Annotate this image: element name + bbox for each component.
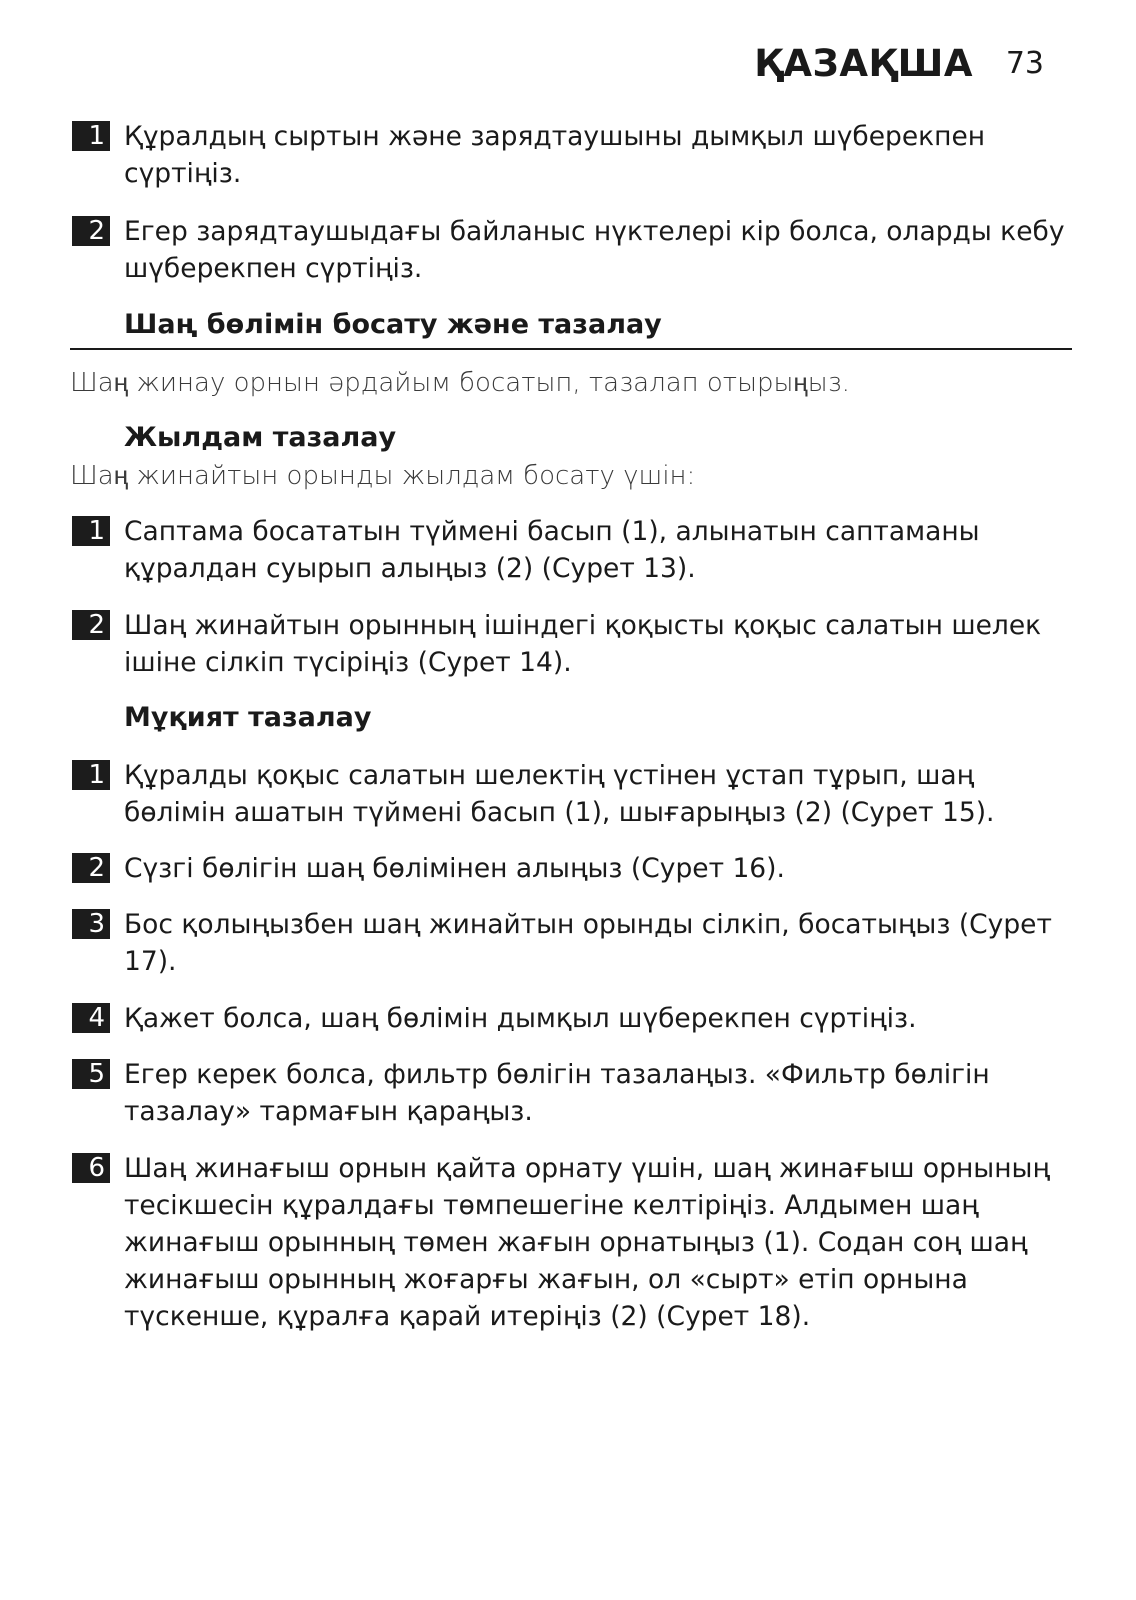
step-text: Сүзгі бөлігін шаң бөлімінен алыңыз (Сурет 16). [124, 853, 785, 884]
step-number: 5 [72, 1059, 110, 1089]
section-heading: Шаң бөлімін босату және тазалау [124, 309, 662, 340]
list-item [72, 513, 1070, 587]
list-item [72, 1000, 1070, 1037]
step-number: 1 [72, 516, 110, 546]
language-title: ҚАЗАҚША [754, 42, 973, 85]
step-text: Құралды қоқыс салатын шелектің үстінен ұстап тұрып, шаң бөлімін ашатын түймені басып (1), шығарыңыз (2) (Сурет 15). [124, 760, 995, 828]
page-number: 73 [1005, 46, 1044, 81]
step-number: 2 [72, 853, 110, 883]
list-item [72, 213, 1070, 287]
list-item [72, 1056, 1070, 1130]
step-text: Шаң жинағыш орнын қайта орнату үшін, шаң жинағыш орнының тесікшесін құралдағы төмпешегіне келтіріңіз. Алдымен шаң жинағыш орынның төмен жағын орнатыңыз (1). Содан соң шаң жинағыш орынның жоғарғы жағын, ол «сырт» етіп орнына түскенше, құралға қарай итеріңіз (2) (Сурет 18). [124, 1153, 1050, 1332]
list-item [72, 1150, 1070, 1335]
list-item [72, 607, 1070, 681]
step-number: 1 [72, 760, 110, 790]
list-item [72, 118, 1070, 192]
step-number: 6 [72, 1153, 110, 1183]
step-text: Бос қолыңызбен шаң жинайтын орынды сілкіп, босатыңыз (Сурет 17). [124, 909, 1052, 977]
step-text: Егер керек болса, фильтр бөлігін тазалаңыз. «Фильтр бөлігін тазалау» тармағын қараңыз. [124, 1059, 990, 1127]
step-text: Құралдың сыртын және зарядтаушыны дымқыл шүберекпен сүртіңіз. [124, 121, 986, 189]
step-number: 1 [72, 121, 110, 151]
step-text: Саптама босататын түймені басып (1), алынатын саптаманы құралдан суырып алыңыз (2) (Сурет 13). [124, 516, 980, 584]
step-number: 3 [72, 909, 110, 939]
step-text: Шаң жинайтын орынның ішіндегі қоқысты қоқыс салатын шелек ішіне сілкіп түсіріңіз (Сурет 14). [124, 610, 1042, 678]
subsection-heading-quick: Жылдам тазалау [124, 422, 397, 453]
list-item [72, 906, 1070, 980]
list-item [72, 850, 1070, 887]
step-text: Қажет болса, шаң бөлімін дымқыл шүберекпен сүртіңіз. [124, 1003, 917, 1034]
section-divider [70, 348, 1072, 350]
subsection-heading-thorough: Мұқият тазалау [124, 702, 372, 733]
step-number: 2 [72, 216, 110, 246]
step-text: Егер зарядтаушыдағы байланыс нүктелері кір болса, оларды кебу шүберекпен сүртіңіз. [124, 216, 1065, 284]
subsection-intro-quick: Шаң жинайтын орынды жылдам босату үшін: [70, 461, 696, 491]
section-intro: Шаң жинау орнын әрдайым босатып, тазалап отырыңыз. [70, 368, 850, 398]
step-number: 2 [72, 610, 110, 640]
list-item [72, 757, 1070, 831]
step-number: 4 [72, 1003, 110, 1033]
